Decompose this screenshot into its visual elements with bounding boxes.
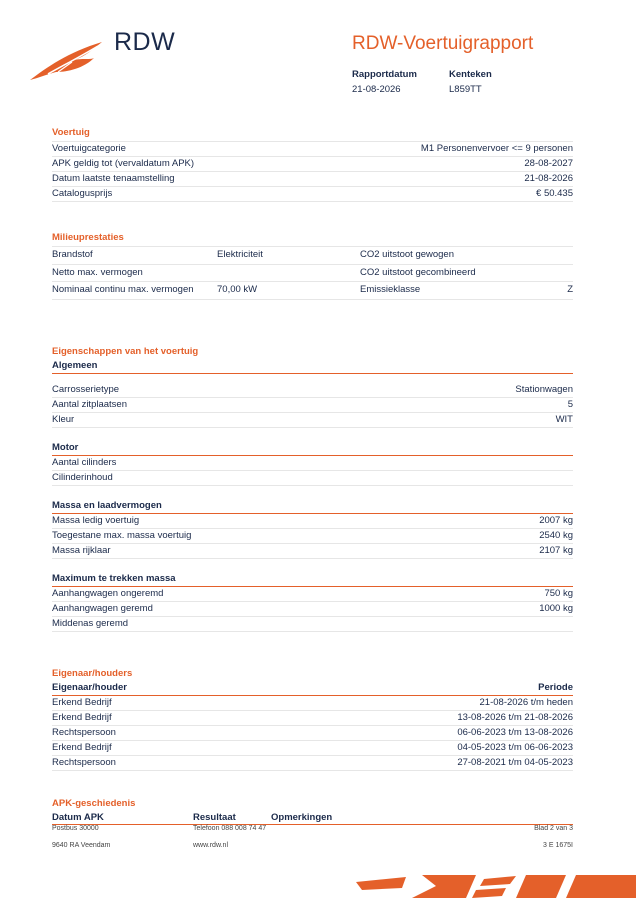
table-row: [52, 696, 573, 711]
col-date: Datum APK: [52, 812, 104, 823]
row-value: 13-08-2026 t/m 21-08-2026: [457, 712, 573, 723]
row-value: Z: [567, 284, 573, 295]
row-label: Netto max. vermogen: [52, 266, 143, 278]
footer-code: 3 E 1675I: [543, 842, 573, 849]
footer-postbus: Postbus 30000: [52, 825, 99, 832]
row-value: 21-08-2026 t/m heden: [479, 697, 573, 708]
row-label: Kleur: [52, 414, 75, 425]
footer-city: 9640 RA Veendam: [52, 842, 111, 849]
row-label: Erkend Bedrijf: [52, 712, 112, 723]
section-apk: [52, 798, 573, 825]
col-period: Periode: [538, 682, 573, 693]
plate-value: L859TT: [449, 84, 482, 95]
table-row: [52, 383, 573, 398]
table-row: [52, 398, 573, 413]
row-value: 04-05-2023 t/m 06-06-2023: [457, 742, 573, 753]
row-value: [550, 247, 573, 264]
table-row: [52, 587, 573, 602]
section-milieu: [52, 232, 573, 300]
row-label: Rechtspersoon: [52, 757, 116, 768]
row-label: Datum laatste tenaamstelling: [52, 173, 175, 184]
row-label: Aanhangwagen geremd: [52, 603, 153, 614]
row-label: Middenas geremd: [52, 618, 129, 629]
table-row: [52, 544, 573, 559]
row-label: Aanhangwagen ongeremd: [52, 588, 164, 599]
table-row: [52, 529, 573, 544]
table-row: [52, 617, 573, 632]
row-value: 06-06-2023 t/m 13-08-2026: [457, 727, 573, 738]
row-value: 5: [567, 399, 573, 410]
row-label: Catalogusprijs: [52, 188, 113, 199]
row-label: Erkend Bedrijf: [52, 742, 112, 753]
row-label: Cilinderinhoud: [52, 472, 113, 483]
subsection-title: Maximum te trekken massa: [52, 573, 573, 587]
row-label: Carrosserietype: [52, 384, 120, 395]
row-label: Erkend Bedrijf: [52, 697, 112, 708]
table-row: [52, 756, 573, 771]
table-header: [52, 812, 573, 825]
section-title: Eigenaar/houders: [52, 668, 133, 679]
col-result: Resultaat: [193, 812, 236, 823]
plate-label: Kenteken: [449, 69, 492, 80]
row-label: APK geldig tot (vervaldatum APK): [52, 158, 195, 169]
col-remarks: Opmerkingen: [271, 812, 333, 823]
logo-text: RDW: [114, 28, 176, 56]
table-row: [52, 142, 573, 157]
subsection-title: Algemeen: [52, 360, 573, 374]
col-owner: Eigenaar/houder: [52, 682, 127, 693]
report-date-label: Rapportdatum: [352, 69, 417, 80]
decorative-stripes: [356, 874, 636, 900]
subsection-title: Massa en laadvermogen: [52, 500, 573, 514]
row-label: Toegestane max. massa voertuig: [52, 530, 192, 541]
section-title: Eigenschappen van het voertuig: [52, 346, 199, 357]
report-date-value: 21-08-2026: [352, 84, 401, 95]
table-row: [52, 711, 573, 726]
section-eigenaar: [52, 668, 573, 771]
row-value: 2107 kg: [539, 545, 573, 556]
row-value: Elektriciteit: [217, 249, 263, 260]
table-row: [52, 741, 573, 756]
row-label: Rechtspersoon: [52, 727, 116, 738]
table-row: [52, 265, 573, 283]
table-row: [52, 172, 573, 187]
table-row: [52, 157, 573, 172]
table-row: [52, 187, 573, 202]
table-row: [52, 413, 573, 428]
report-header: [0, 0, 636, 110]
row-label: Massa ledig voertuig: [52, 515, 140, 526]
row-label: Voertuigcategorie: [52, 143, 126, 154]
row-value: € 50.435: [536, 188, 573, 199]
table-row: [52, 471, 573, 486]
section-title: Milieuprestaties: [52, 232, 124, 243]
row-value: 70,00 kW: [217, 284, 258, 295]
row-value: 28-08-2027: [524, 158, 573, 169]
row-label: Emissieklasse: [360, 284, 421, 295]
row-value: 2007 kg: [539, 515, 573, 526]
report-date-block: [352, 69, 417, 95]
row-value: M1 Personenvervoer <= 9 personen: [420, 143, 573, 154]
row-label: Aantal cilinders: [52, 457, 117, 468]
row-value: 27-08-2021 t/m 04-05-2023: [457, 757, 573, 768]
section-title: Voertuig: [52, 127, 90, 138]
row-value: 750 kg: [544, 588, 573, 599]
report-title: RDW-Voertuigrapport: [352, 33, 534, 54]
table-row: [52, 602, 573, 617]
row-value: 21-08-2026: [524, 173, 573, 184]
row-label: Nominaal continu max. vermogen: [52, 284, 194, 295]
footer-phone: Telefoon 088 008 74 47: [193, 825, 267, 832]
row-value: [550, 265, 573, 282]
footer-page: Blad 2 van 3: [534, 825, 573, 832]
footer-web[interactable]: www.rdw.nl: [193, 842, 229, 849]
table-header: [52, 682, 573, 696]
plate-block: [449, 69, 492, 95]
row-label: Brandstof: [52, 249, 93, 260]
row-value: 2540 kg: [539, 530, 573, 541]
table-row: [52, 282, 573, 300]
row-value: WIT: [555, 414, 573, 425]
row-value: [217, 265, 360, 282]
row-label: CO2 uitstoot gewogen: [360, 249, 455, 260]
row-value: 1000 kg: [539, 603, 573, 614]
row-label: Massa rijklaar: [52, 545, 111, 556]
section-voertuig: [52, 127, 573, 202]
table-row: [52, 514, 573, 529]
table-row: [52, 456, 573, 471]
section-eigenschappen: [52, 346, 573, 632]
section-title: APK-geschiedenis: [52, 798, 136, 809]
table-row: [52, 726, 573, 741]
table-row: [52, 247, 573, 265]
row-value: Stationwagen: [515, 384, 573, 395]
rdw-logo: [28, 26, 178, 82]
subsection-title: Motor: [52, 442, 573, 456]
rdw-leaf-icon: [28, 38, 106, 82]
row-label: Aantal zitplaatsen: [52, 399, 127, 410]
row-label: CO2 uitstoot gecombineerd: [360, 266, 476, 278]
